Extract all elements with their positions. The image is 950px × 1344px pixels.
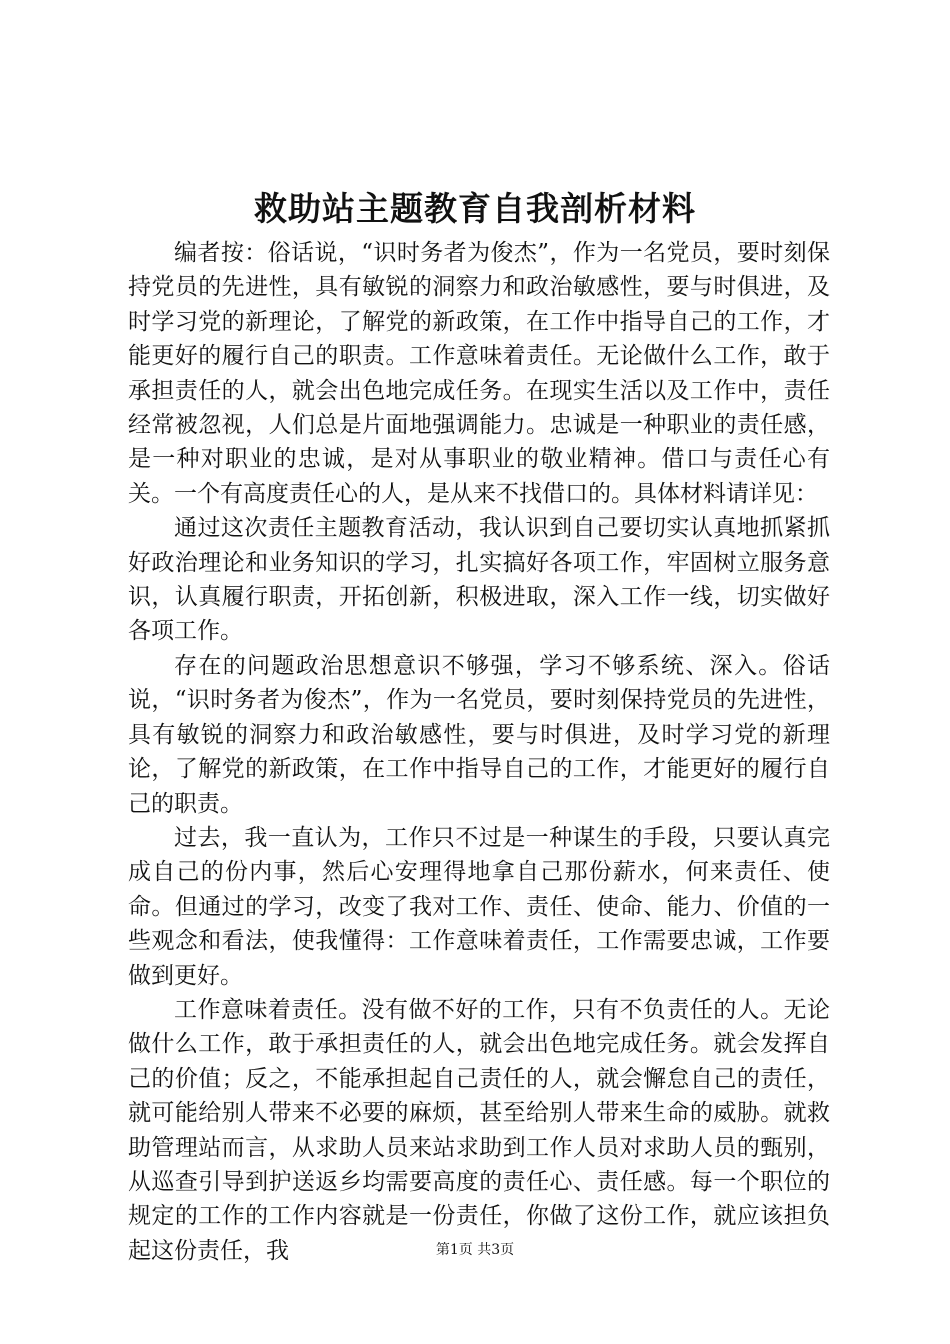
paragraph-understanding: 通过这次责任主题教育活动，我认识到自己要切实认真地抓紧抓好政治理论和业务知识的学习，扎实搞好各项工作，牢固树立服务意识，认真履行职责，开拓创新，积极进取，深入工作一线，切实做好各项工作。 <box>128 515 830 645</box>
document-title: 救助站主题教育自我剖析材料 <box>254 189 696 228</box>
paragraph-past-view: 过去，我一直认为，工作只不过是一种谋生的手段，只要认真完成自己的份内事，然后心安理得地拿自己那份薪水，何来责任、使命。但通过的学习，改变了我对工作、责任、使命、能力、价值的一些观念和看法，使我懂得：工作意味着责任，工作需要忠诚，工作要做到更好。 <box>128 824 830 989</box>
page-number-footer: 第1页 共3页 <box>435 1242 515 1258</box>
document-body <box>128 236 830 1268</box>
paragraph-responsibility: 工作意味着责任。没有做不好的工作，只有不负责任的人。无论做什么工作，敢于承担责任的人，就会出色地完成任务。就会发挥自己的价值；反之，不能承担起自己责任的人，就会懈怠自己的责任，就可能给别人带来不必要的麻烦，甚至给别人带来生命的威胁。就救助管理站而言，从求助人员来站求助到工作人员对求助人员的甄别，从巡查引导到护送返乡均需要高度的责任心、责任感。每一个职位的规定的工作的工作内容就是一份责任，你做了这份工作，就应该担负起这份责任，我 <box>128 996 830 1264</box>
paragraph-editor-note: 编者按：俗话说，“识时务者为俊杰”，作为一名党员，要时刻保持党员的先进性，具有敏锐的洞察力和政治敏感性，要与时俱进，及时学习党的新理论，了解党的新政策，在工作中指导自己的工作，才能更好的履行自己的职责。工作意味着责任。无论做什么工作，敢于承担责任的人，就会出色地完成任务。在现实生活以及工作中，责任经常被忽视，人们总是片面地强调能力。忠诚是一种职业的责任感，是一种对职业的忠诚，是对从事职业的敬业精神。借口与责任心有关。一个有高度责任心的人，是从来不找借口的。具体材料请详见： <box>128 240 830 507</box>
paragraph-problems: 存在的问题政治思想意识不够强，学习不够系统、深入。俗话说，“识时务者为俊杰”，作为一名党员，要时刻保持党员的先进性，具有敏锐的洞察力和政治敏感性，要与时俱进，及时学习党的新理论，了解党的新政策，在工作中指导自己的工作，才能更好的履行自己的职责。 <box>128 652 830 817</box>
